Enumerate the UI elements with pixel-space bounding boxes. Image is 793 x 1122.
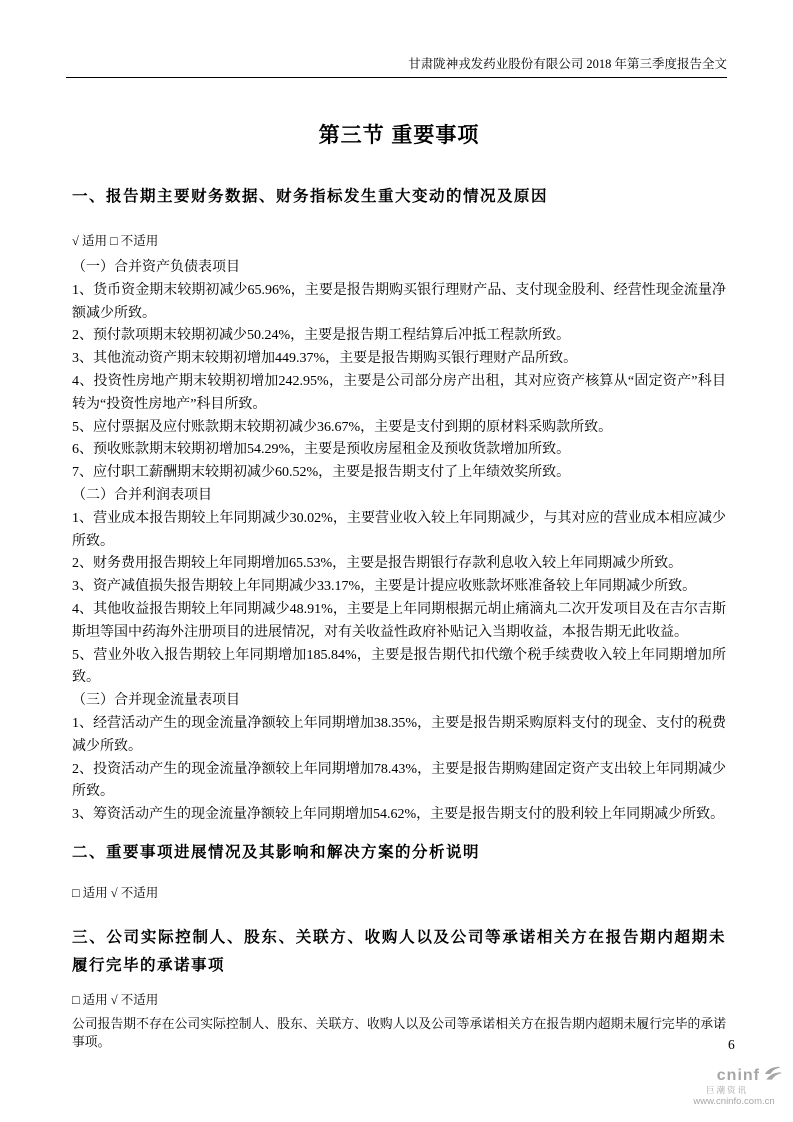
page-content: [72, 78, 726, 1051]
section-1-body: [72, 257, 726, 827]
applicability-line-1: √ 适用 □ 不适用: [72, 234, 159, 248]
applicability-line-2: □ 适用 √ 不适用: [72, 885, 159, 900]
page-title: 第三节 重要事项: [318, 124, 480, 147]
income-item: 4、其他收益报告期较上年同期减少48.91%，主要是上年同期根据元胡止痛滴丸二次开发项目及在吉尔吉斯斯坦等国中药海外注册项目的进展情况，对有关收益性政府补贴记入当期收益，本报告期无此收益。: [72, 601, 726, 640]
income-item: 5、营业外收入报告期较上年同期增加185.84%，主要是报告期代扣代缴个税手续费收入较上年同期增加所致。: [72, 647, 726, 686]
cninfo-logo: [684, 1066, 784, 1108]
section-3-note: 公司报告期不存在公司实际控制人、股东、关联方、收购人以及公司等承诺相关方在报告期内超期未履行完毕的承诺事项。: [72, 1016, 726, 1049]
balance-item: 4、投资性房地产期末较期初增加242.95%，主要是公司部分房产出租，其对应资产核算从“固定资产”科目转为“投资性房地产”科目所致。: [72, 373, 726, 412]
balance-item: 1、货币资金期末较期初减少65.96%，主要是报告期购买银行理财产品、支付现金股利、经营性现金流量净额减少所致。: [72, 282, 726, 321]
cninfo-swirl-icon: [762, 1066, 782, 1085]
cashflow-item: 2、投资活动产生的现金流量净额较上年同期增加78.43%，主要是报告期购建固定资产支出较上年同期减少所致。: [72, 761, 726, 800]
section-heading-3: 三、公司实际控制人、股东、关联方、收购人以及公司等承诺相关方在报告期内超期未履行完毕的承诺事项: [72, 928, 726, 974]
subsection-heading-balance: （一）合并资产负债表项目: [72, 260, 240, 275]
page-number: 6: [728, 1037, 735, 1052]
income-item: 2、财务费用报告期较上年同期增加65.53%，主要是报告期银行存款利息收入较上年同期减少所致。: [72, 556, 683, 572]
page-header: [66, 56, 727, 78]
section-heading-2: 二、重要事项进展情况及其影响和解决方案的分析说明: [72, 843, 481, 861]
balance-item: 6、预收账款期末较期初增加54.29%，主要是预收房屋租金及预收货款增加所致。: [72, 442, 571, 458]
cninfo-subtitle: 巨潮资讯: [705, 1085, 748, 1095]
cashflow-item: 1、经营活动产生的现金流量净额较上年同期增加38.35%，主要是报告期采购原料支付的现金、支付的税费减少所致。: [72, 715, 726, 754]
income-item: 1、营业成本报告期较上年同期减少30.02%，主要营业收入较上年同期减少，与其对应的营业成本相应减少所致。: [72, 510, 726, 549]
cninfo-url: www.cninfo.com.cn: [693, 1096, 775, 1107]
applicability-line-3: □ 适用 √ 不适用: [72, 992, 159, 1007]
balance-item: 3、其他流动资产期末较期初增加449.37%，主要是报告期购买银行理财产品所致。: [72, 351, 578, 367]
balance-item: 5、应付票据及应付账款期末较期初减少36.67%，主要是支付到期的原材料采购款所致。: [72, 419, 613, 435]
cninfo-brand-text: cninf: [716, 1067, 760, 1084]
subsection-heading-cashflow: （三）合并现金流量表项目: [72, 693, 240, 709]
section-heading-1: 一、报告期主要财务数据、财务指标发生重大变动的情况及原因: [72, 188, 549, 205]
cninfo-brand-row: [684, 1066, 784, 1085]
header-text: 甘肃陇神戎发药业股份有限公司 2018 年第三季度报告全文: [408, 57, 727, 71]
balance-item: 7、应付职工薪酬期末较期初减少60.52%，主要是报告期支付了上年绩效奖所致。: [72, 465, 571, 481]
income-item: 3、资产减值损失报告期较上年同期减少33.17%，主要是计提应收账款坏账准备较上年同期减少所致。: [72, 579, 697, 595]
subsection-heading-income: （二）合并利润表项目: [72, 487, 212, 503]
balance-item: 2、预付款项期末较期初减少50.24%，主要是报告期工程结算后冲抵工程款所致。: [72, 328, 571, 344]
cashflow-item: 3、筹资活动产生的现金流量净额较上年同期增加54.62%，主要是报告期支付的股利较上年同期减少所致。: [72, 807, 725, 823]
